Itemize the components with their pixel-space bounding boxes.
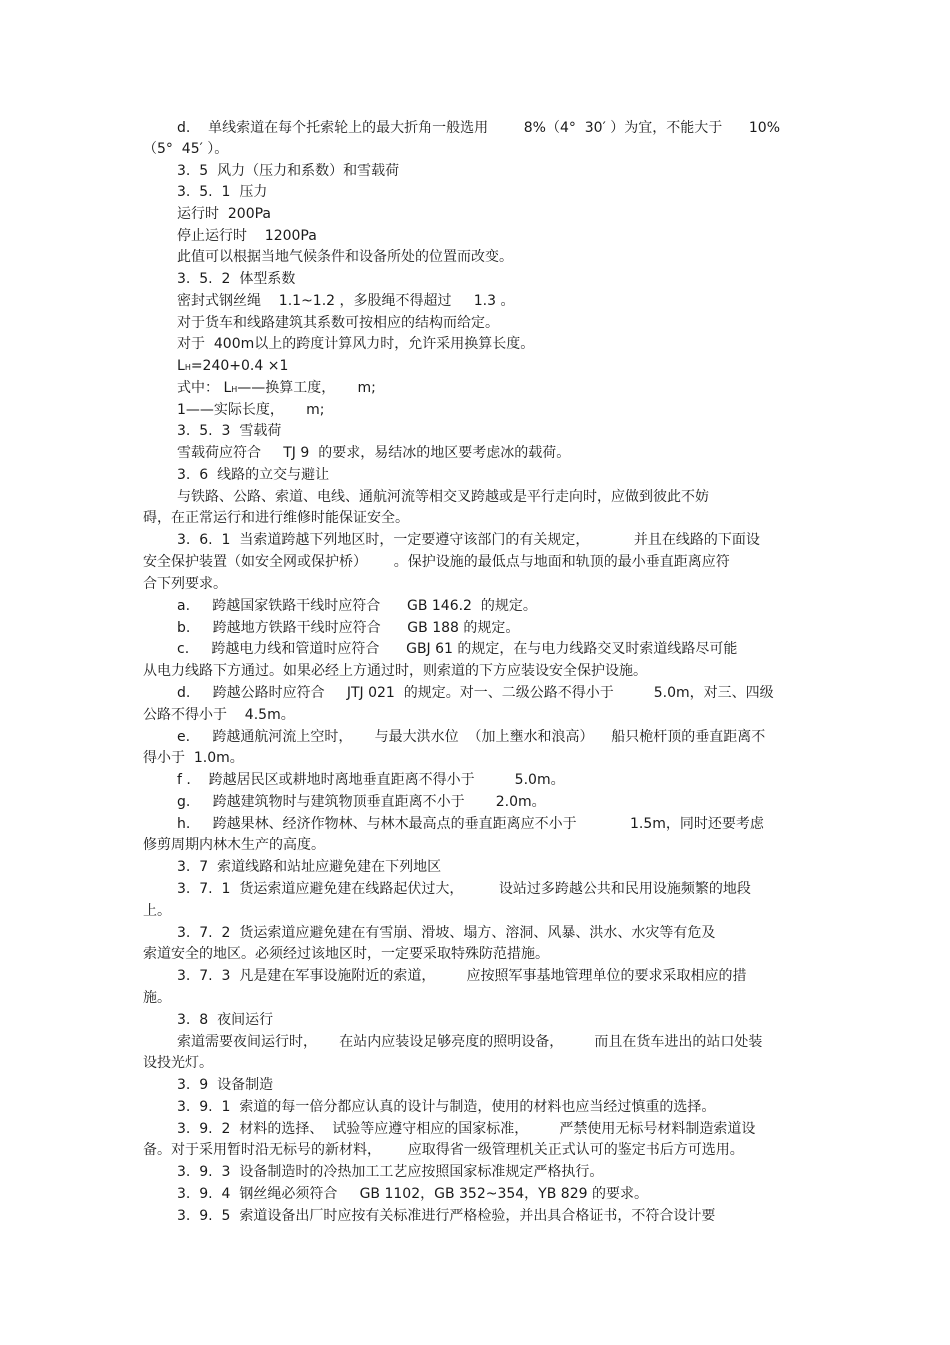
text-line: 碍，在正常运行和进行维修时能保证安全。: [143, 510, 409, 526]
formula-expression: =240+0.4 ×1: [190, 358, 289, 374]
section-heading: 3. 7 索道线路和站址应避免建在下列地区: [177, 859, 442, 875]
text-line: （5° 45′ ）。: [143, 141, 229, 157]
formula-legend-line: [177, 378, 376, 400]
section-heading: 3. 9 设备制造: [177, 1077, 274, 1093]
text-line: 对于 400m以上的跨度计算风力时，允许采用换算长度。: [177, 336, 535, 352]
section-heading: 3. 9. 2 材料的选择、 试验等应遵守相应的国家标准， 严禁使用无标号材料制造索道设: [177, 1121, 756, 1137]
section-heading: 3. 9. 1 索道的每一倍分都应认真的设计与制造，使用的材料也应当经过慎重的选择。: [177, 1099, 716, 1115]
legend-definition: ——换算工度， m;: [237, 380, 376, 396]
text-line: 得小于 1.0m。: [143, 750, 244, 766]
section-heading: 3. 7. 3 凡是建在军事设施附近的索道， 应按照军事基地管理单位的要求采取相应的措: [177, 968, 747, 984]
list-item: g. 跨越建筑物时与建筑物顶垂直距离不小于 2.0m。: [177, 794, 546, 810]
text-line: 运行时 200Pa: [177, 206, 272, 222]
list-item: d. 跨越公路时应符合 JTJ 021 的规定。对一、二级公路不得小于 5.0m，对三、四级: [177, 685, 774, 701]
section-heading: 3. 5. 2 体型系数: [177, 271, 296, 287]
list-item: b. 跨越地方铁路干线时应符合 GB 188 的规定。: [177, 620, 520, 636]
formula-line: [177, 356, 288, 378]
text-line: 雪载荷应符合 TJ 9 的要求，易结冰的地区要考虑冰的载荷。: [177, 445, 571, 461]
list-item: c. 跨越电力线和管道时应符合 GBJ 61 的规定，在与电力线路交叉时索道线路尽可能: [177, 641, 738, 657]
text-line: 索道需要夜间运行时， 在站内应装设足够亮度的照明设备， 而且在货车进出的站口处装: [177, 1034, 763, 1050]
text-line: 密封式钢丝绳 1.1~1.2 ，多股绳不得超过 1.3 。: [177, 293, 515, 309]
text-line: 上。: [143, 903, 171, 919]
text-line: 此值可以根据当地气候条件和设备所处的位置而改变。: [177, 249, 513, 265]
formula-subscript: H: [184, 363, 191, 372]
list-item: e. 跨越通航河流上空时， 与最大洪水位 （加上壅水和浪高） 船只桅杆顶的垂直距离不: [177, 729, 766, 745]
list-item: f . 跨越居民区或耕地时离地垂直距离不得小于 5.0m。: [177, 772, 565, 788]
section-heading: 3. 6. 1 当索道跨越下列地区时，一定要遵守该部门的有关规定， 并且在线路的下面设: [177, 532, 760, 548]
text-line: 修剪周期内林木生产的高度。: [143, 837, 325, 853]
section-heading: 3. 6 线路的立交与避让: [177, 467, 330, 483]
list-item: a. 跨越国家铁路干线时应符合 GB 146.2 的规定。: [177, 598, 537, 614]
section-heading: 3. 7. 2 货运索道应避免建在有雪崩、滑坡、塌方、溶洞、风暴、洪水、水灾等有危及: [177, 925, 716, 941]
text-line: 备。对于采用暂时沿无标号的新材料， 应取得省一级管理机关正式认可的鉴定书后方可选用。: [143, 1142, 744, 1158]
section-heading: 3. 5 风力（压力和系数）和雪载荷: [177, 163, 400, 179]
formula-symbol: L: [177, 358, 185, 374]
text-line: 合下列要求。: [143, 576, 227, 592]
list-item: h. 跨越果林、经济作物林、与林木最高点的垂直距离应不小于 1.5m，同时还要考虑: [177, 816, 764, 832]
text-line: 设投光灯。: [143, 1055, 213, 1071]
section-heading: 3. 7. 1 货运索道应避免建在线路起伏过大， 设站过多跨越公共和民用设施频繁的地段: [177, 881, 751, 897]
section-heading: 3. 5. 1 压力: [177, 184, 268, 200]
section-heading: 3. 8 夜间运行: [177, 1012, 274, 1028]
text-line: 停止运行时 1200Pa: [177, 228, 317, 244]
text-line: d. 单线索道在每个托索轮上的最大折角一般选用 8%（4° 30′ ）为宜，不能大于 10%: [177, 120, 781, 136]
text-line: 索道安全的地区。必须经过该地区时，一定要采取特殊防范措施。: [143, 946, 549, 962]
section-heading: 3. 5. 3 雪载荷: [177, 423, 282, 439]
text-line: 公路不得小于 4.5m。: [143, 707, 295, 723]
legend-symbol: 式中： L: [177, 380, 232, 396]
legend-subscript: H: [231, 385, 238, 394]
text-line: 施。: [143, 990, 171, 1006]
section-heading: 3. 9. 3 设备制造时的冷热加工工艺应按照国家标准规定严格执行。: [177, 1164, 604, 1180]
section-heading: 3. 9. 5 索道设备出厂时应按有关标准进行严格检验，并出具合格证书，不符合设计要: [177, 1208, 716, 1224]
text-line: 从电力线路下方通过。如果必经上方通过时，则索道的下方应装设安全保护设施。: [143, 663, 647, 679]
text-line: 对于货车和线路建筑其系数可按相应的结构而给定。: [177, 315, 499, 331]
text-line: 与铁路、公路、索道、电线、通航河流等相交叉跨越或是平行走向时，应做到彼此不妨: [177, 489, 709, 505]
text-line: 安全保护装置（如安全网或保护桥） 。保护设施的最低点与地面和轨顶的最小垂直距离应符: [143, 554, 730, 570]
text-line: 1——实际长度， m;: [177, 402, 325, 418]
section-heading: 3. 9. 4 钢丝绳必须符合 GB 1102，GB 352~354，YB 829 的要求。: [177, 1186, 648, 1202]
